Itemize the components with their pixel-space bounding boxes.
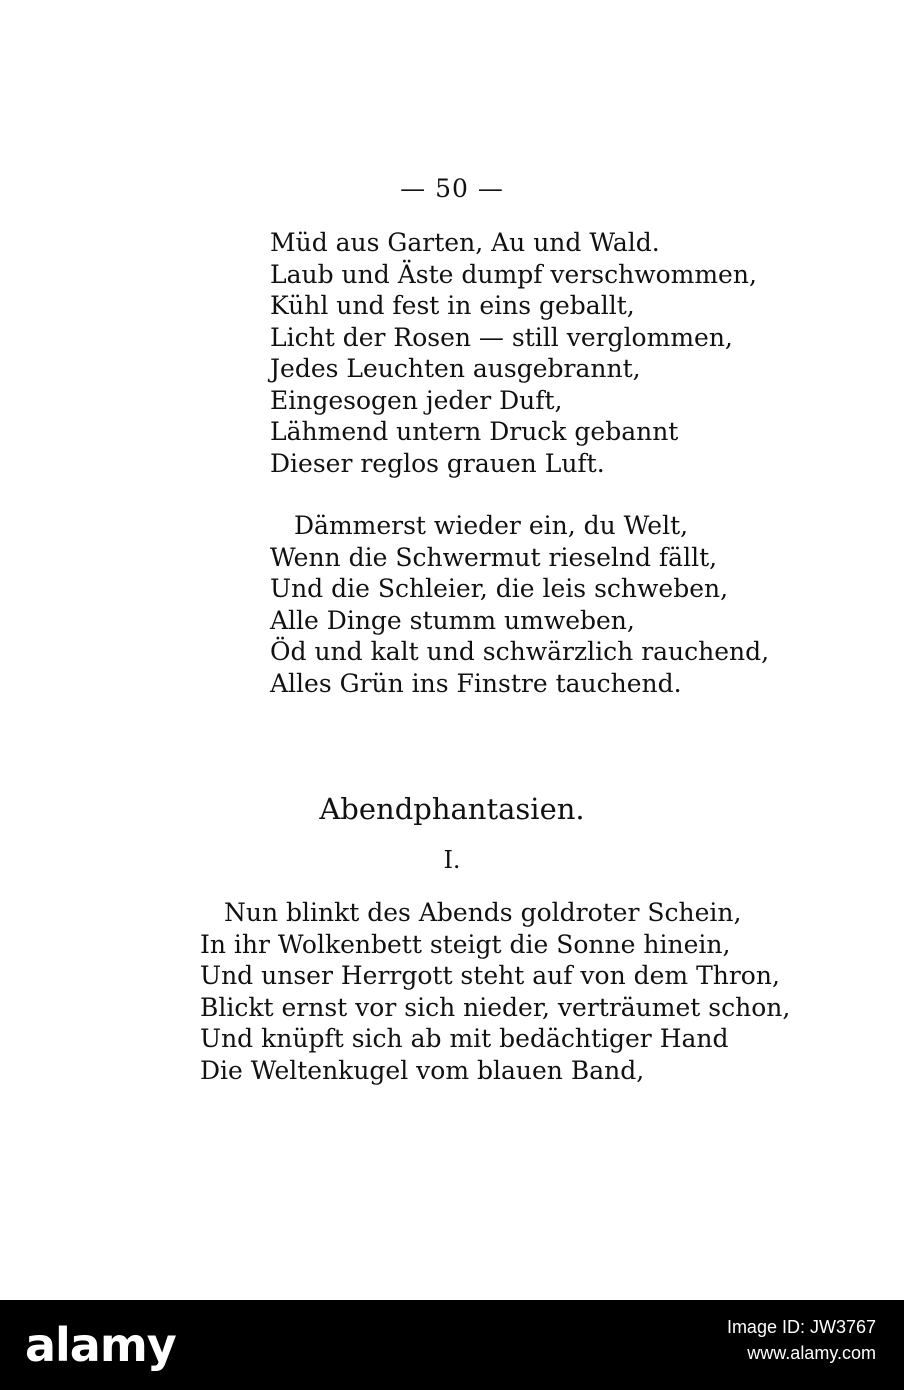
poem-line: Kühl und fest in eins geballt,: [270, 291, 635, 320]
alamy-logo: [25, 1300, 225, 1390]
stanza-2: [270, 510, 769, 699]
logo-text: alamy: [25, 1318, 176, 1372]
poem-line: Öd und kalt und schwärzlich rauchend,: [270, 637, 770, 666]
poem-title: Abendphantasien.: [319, 792, 585, 826]
poem-line: Und knüpft sich ab mit bedächtiger Hand: [200, 1024, 729, 1053]
poem-line: Und unser Herrgott steht auf von dem Thron,: [200, 961, 780, 990]
poem-line: Blickt ernst vor sich nieder, verträumet schon,: [200, 992, 791, 1022]
poem-line: In ihr Wolkenbett steigt die Sonne hinein,: [200, 929, 731, 959]
stanza-3: [200, 897, 790, 1086]
poem-line: Alle Dinge stumm umweben,: [270, 605, 635, 635]
poem-line: Lähmend untern Druck gebannt: [270, 417, 679, 446]
poem-line: Eingesogen jeder Duft,: [270, 385, 563, 415]
poem-line: Die Weltenkugel vom blauen Band,: [200, 1055, 645, 1085]
poem-line: Und die Schleier, die leis schweben,: [270, 574, 729, 603]
poem-line: Müd aus Garten, Au und Wald.: [270, 228, 660, 257]
section-number: I.: [443, 846, 461, 874]
image-id-label: Image ID: JW3767: [726, 1317, 876, 1337]
poem-line: Dieser reglos grauen Luft.: [270, 448, 605, 478]
poem-line: Licht der Rosen — still verglommen,: [270, 322, 733, 352]
site-url: www.alamy.com: [747, 1343, 876, 1363]
poem-line: Laub und Äste dumpf verschwommen,: [270, 259, 757, 289]
footer-info: [727, 1314, 876, 1366]
poem-line: Alles Grün ins Finstre tauchend.: [270, 668, 682, 698]
page-number: — 50 —: [400, 174, 504, 203]
poem-line: Wenn die Schwermut rieselnd fällt,: [270, 542, 718, 572]
poem-line: Nun blinkt des Abends goldroter Schein,: [224, 898, 742, 927]
poem-line: Dämmerst wieder ein, du Welt,: [294, 511, 689, 540]
stanza-1: [270, 227, 757, 479]
poem-line: Jedes Leuchten ausgebrannt,: [270, 354, 641, 383]
